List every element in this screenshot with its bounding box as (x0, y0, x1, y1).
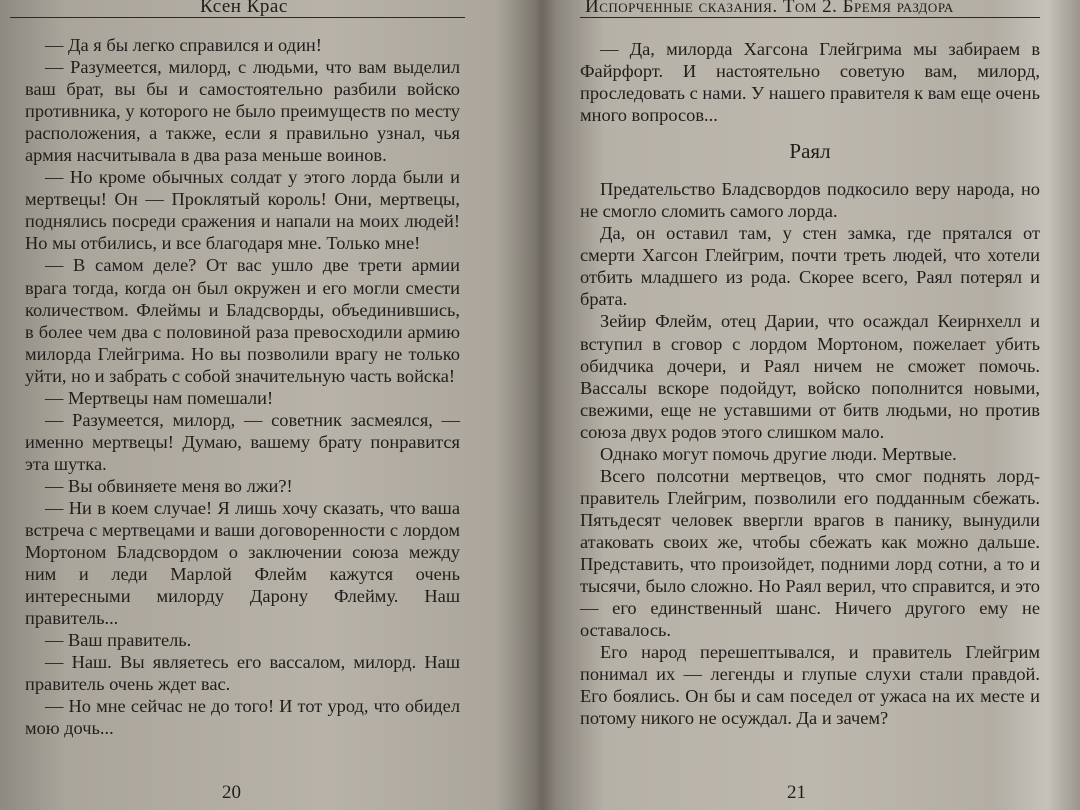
paragraph: Предательство Бладсвордов подкосило веру народа, но не смогло сломить самого лорда. (580, 179, 1040, 222)
header-rule (10, 17, 465, 18)
paragraph: — Да, милорда Хагсона Глейгрима мы забираем в Файрфорт. И настоятельно советую вам, милорд, проследовать с нами. У нашего правителя к вам еще очень много вопросов... (580, 39, 1040, 126)
page-number: 20 (222, 782, 241, 803)
section-heading: Раял (789, 139, 831, 164)
left-page (0, 0, 520, 810)
paragraph: — Но мне сейчас не до того! И тот урод, что обидел мою дочь... (25, 696, 460, 739)
paragraph: Да, он оставил там, у стен замка, где прятался от смерти Хагсон Глейгрим, почти треть людей, что хотели отбить младшего из рода. Скорее всего, Раял потерял и брата. (580, 223, 1040, 310)
left-page-text (25, 34, 460, 740)
right-page (540, 0, 1060, 810)
paragraph: Всего полсотни мертвецов, что смог поднять лорд-правитель Глейгрим, позволили его подданным сбежать. Пятьдесят человек ввергли врагов в панику, вынудили атаковать своих же, чтобы сбежать как можно дальше. Представить, что произойдет, подними лорд сотни, а то и тысячи, было сложно. Но Раял верил, что справится, и это — его единственный шанс. Ничего другого ему не оставалось. (580, 465, 1040, 641)
paragraph: — Мертвецы нам помешали! (45, 387, 274, 408)
right-page-text (580, 38, 1040, 729)
header-rule (580, 17, 1040, 18)
paragraph: — Да я бы легко справился и один! (45, 35, 322, 55)
paragraph: — В самом деле? От вас ушло две трети армии врага тогда, когда он был окружен и его могли смести количеством. Флеймы и Бладсворды, объединившись, в более чем два с половиной раза превосходили армию милорда Глейгрима. Но вы позволили врагу не только уйти, но и забрать с собой значительную часть войска! (25, 255, 460, 386)
paragraph: — Разумеется, милорд, с людьми, что вам выделил ваш брат, вы бы и самостоятельно разбили войско противника, у которого не было преимуществ по месту расположения, а также, если я правильно узнал, чья армия насчитывала в два раза меньше воинов. (25, 57, 460, 166)
paragraph: Зейир Флейм, отец Дарии, что осаждал Кеирнхелл и вступил в сговор с лордом Мортоном, пожелает убить обидчика дочери, и Раял ничем не сможет помочь. Вассалы вскоре подойдут, войско пополнится новыми, свежими, еще не уставшими от битв людьми, но против союза двух родов этого слишком мало. (580, 311, 1040, 442)
paragraph: — Ваш правитель. (45, 630, 192, 651)
paragraph: — Разумеется, милорд, — советник засмеялся, — именно мертвецы! Думаю, вашему брату понравится эта шутка. (25, 409, 460, 474)
page-number: 21 (787, 782, 806, 803)
paragraph: Его народ перешептывался, и правитель Глейгрим понимал их — легенды и глупые слухи стали правдой. Его боялись. Он бы и сам поседел от ужаса на их месте и потому никого не осуждал. Да и зачем? (580, 642, 1040, 729)
paragraph: — Вы обвиняете меня во лжи?! (45, 475, 293, 496)
running-head-author: Ксен Крас (200, 0, 288, 17)
running-head-title: Испорченные сказания. Том 2. Бремя раздора (585, 0, 954, 17)
paragraph: Однако могут помочь другие люди. Мертвые. (600, 443, 957, 464)
paragraph: — Но кроме обычных солдат у этого лорда были и мертвецы! Он — Проклятый король! Они, мертвецы, поднялись посреди сражения и напали на моих людей! Но мы отбились, и все благодаря мне. Только мне! (25, 167, 460, 254)
paragraph: — Наш. Вы являетесь его вассалом, милорд. Наш правитель очень ждет вас. (25, 652, 460, 695)
paragraph: — Ни в коем случае! Я лишь хочу сказать, что ваша встреча с мертвецами и ваши договоренности с лордом Мортоном Бладсвордом о заключении союза между ним и леди Марлой Флейм кажутся очень интересными милорду Дарону Флейму. Наш правитель... (25, 497, 460, 629)
